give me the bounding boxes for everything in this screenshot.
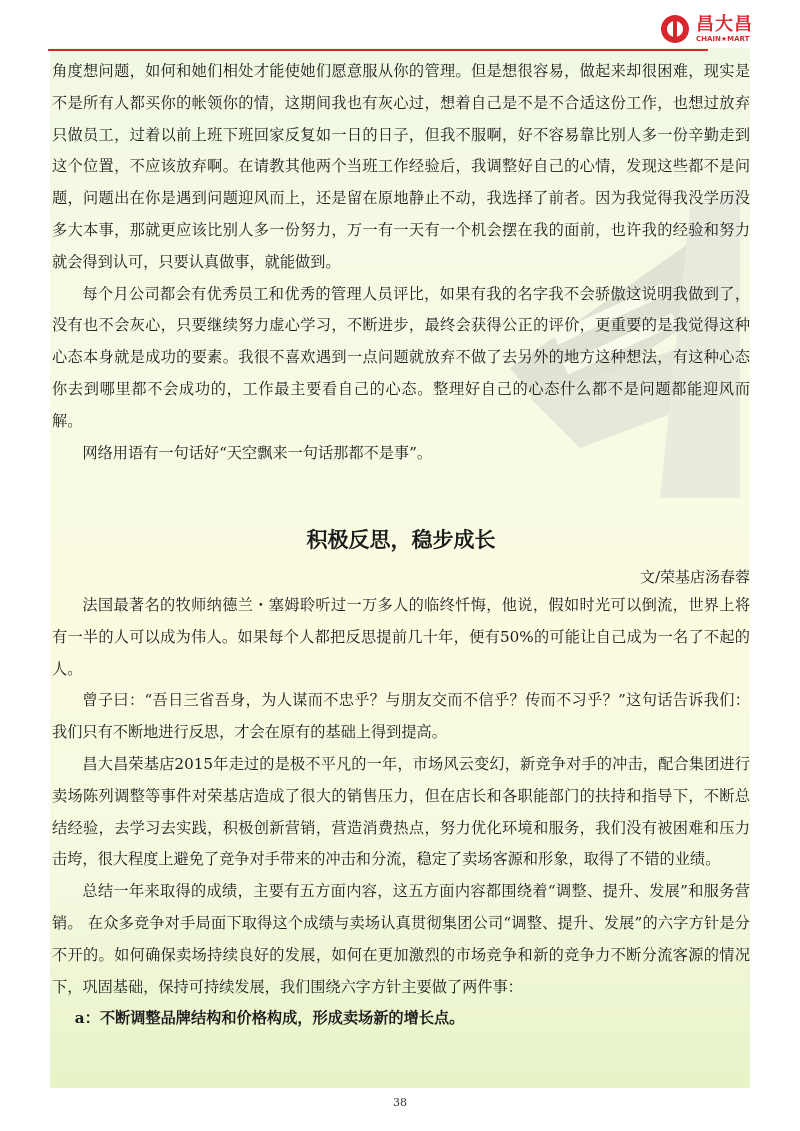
logo-mark-icon (660, 14, 690, 44)
article-body (52, 590, 750, 1035)
logo-name-en: CHAIN★MART (696, 34, 750, 43)
paragraph: 角度想问题，如何和她们相处才能使她们愿意服从你的管理。但是想很容易，做起来却很困难，现实是不是所有人都买你的帐领你的情，这期间我也有灰心过，想着自己是不是不合适这份工作，也想过放弃只做员工，过着以前上班下班回家反复如一日的日子，但我不服啊，好不容易靠比别人多一份辛勤走到这个位置，不应该放弃啊。在请教其他两个当班工作经验后，我调整好自己的心情，发现这些都不是问题，问题出在你是遇到问题迎风而上，还是留在原地静止不动，我选择了前者。因为我觉得我没学历没多大本事，那就更应该比别人多一份努力，万一有一天有一个机会摆在我的面前，也许我的经验和努力就会得到认可，只要认真做事，就能做到。 (52, 62, 750, 271)
logo-name-cn: 昌大昌 (696, 13, 753, 35)
header-rule (48, 49, 708, 51)
paragraph: 昌大昌荣基店2015年走过的是极不平凡的一年，市场风云变幻，新竞争对手的冲击，配合集团进行卖场陈列调整等事件对荣基店造成了很大的销售压力，但在店长和各职能部门的扶持和指导下，不断总结经验，去学习去实践，积极创新营销，营造消费热点，努力优化环境和服务，我们没有被困难和压力击垮，很大程度上避免了竞争对手带来的冲击和分流，稳定了卖场客源和形象，取得了不错的业绩。 (52, 754, 750, 869)
continued-article (52, 56, 750, 469)
paragraph: 总结一年来取得的成绩，主要有五方面内容，这五方面内容都围绕着“调整、提升、发展”和服务营销。 在众多竞争对手局面下取得这个成绩与卖场认真贯彻集团公司“调整、提升、发展”的六字方针是分不开的。如何确保卖场持续良好的发展，如何在更加激烈的市场竞争和新的竞争力不断分流客源的情况下，巩固基础，保持可持续发展，我们围绕六字方针主要做了两件事： (52, 882, 750, 996)
paragraph: 曾子曰：“吾日三省吾身，为人谋而不忠乎？与朋友交而不信乎？传而不习乎？”这句话告诉我们：我们只有不断地进行反思，才会在原有的基础上得到提高。 (52, 691, 750, 742)
article-title: 积极反思，稳步成长 (306, 528, 496, 552)
paragraph: 法国最著名的牧师纳德兰・塞姆聆听过一万多人的临终忏悔，他说，假如时光可以倒流，世界上将有一半的人可以成为伟人。如果每个人都把反思提前几十年，便有50%的可能让自己成为一名了不起的人。 (52, 596, 750, 678)
list-item-a: a：不断调整品牌结构和价格构成，形成卖场新的增长点。 (74, 1009, 465, 1028)
page-number: 38 (393, 1096, 407, 1109)
article-byline: 文/荣基店汤春蓉 (639, 568, 750, 586)
paragraph: 每个月公司都会有优秀员工和优秀的管理人员评比，如果有我的名字我不会骄傲这说明我做到了，没有也不会灰心，只要继续努力虚心学习，不断进步，最终会获得公正的评价，更重要的是我觉得这种心态本身就是成功的要素。我很不喜欢遇到一点问题就放弃不做了去另外的地方这种想法，有这种心态你去到哪里都不会成功的，工作最主要看自己的心态。整理好自己的心态什么都不是问题都能迎风而解。 (52, 284, 750, 430)
brand-logo (660, 12, 760, 46)
paragraph: 网络用语有一句话好“天空飘来一句话那都不是事”。 (82, 443, 433, 462)
